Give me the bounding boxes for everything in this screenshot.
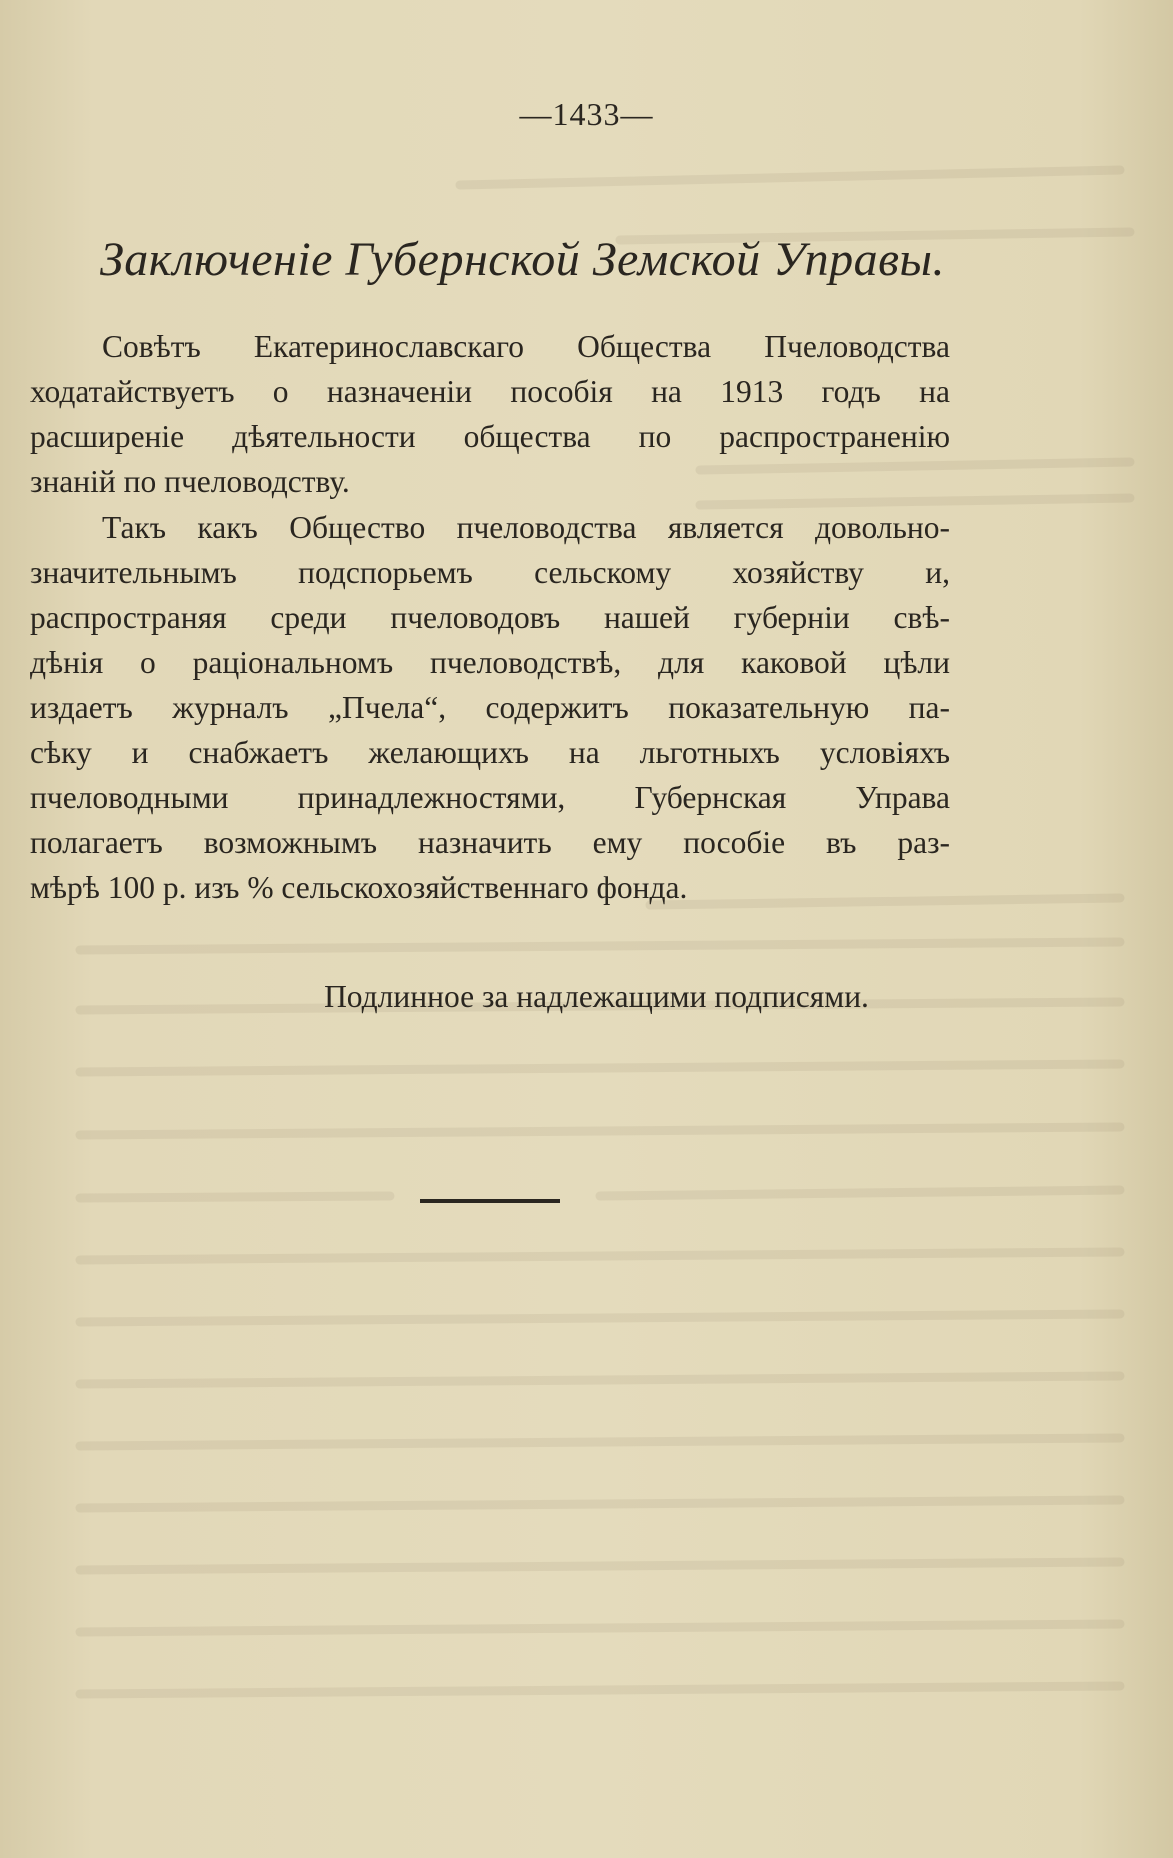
paragraph-line: мѣрѣ 100 р. изъ % сельскохозяйственнаго фонда.	[30, 870, 688, 905]
signature-note: Подлинное за надлежащими подписями.	[324, 979, 869, 1014]
paragraph-2	[30, 505, 950, 910]
paragraph-line: Такъ какъ Общество пчеловодства является довольно-	[102, 510, 950, 545]
paragraph-line: значительнымъ подспорьемъ сельскому хозяйству и,	[30, 555, 950, 590]
paragraph-line: сѣку и снабжаетъ желающихъ на льготныхъ условіяхъ	[30, 735, 950, 770]
paragraph-line: полагаетъ возможнымъ назначить ему пособіе въ раз-	[30, 825, 950, 860]
paragraph-line: ходатайствуетъ о назначеніи пособія на 1913 годъ на	[30, 374, 950, 409]
paragraph-line: расширеніе дѣятельности общества по распространенію	[30, 419, 950, 454]
section-heading: Заключеніе Губернской Земской Управы.	[100, 233, 945, 286]
paragraph-line: знаній по пчеловодству.	[30, 464, 350, 499]
paragraph-line: пчеловодными принадлежностями, Губернская Управа	[30, 780, 950, 815]
closing-rule	[420, 1199, 560, 1203]
paragraph-line: издаетъ журналъ „Пчела“, содержитъ показательную па-	[30, 690, 950, 725]
paragraph-line: распространяя среди пчеловодовъ нашей губерніи свѣ-	[30, 600, 950, 635]
paragraph-line: Совѣтъ Екатеринославскаго Общества Пчеловодства	[102, 329, 950, 364]
paragraph-line: дѣнія о раціональномъ пчеловодствѣ, для каковой цѣли	[30, 645, 950, 680]
page-number: —1433—	[519, 96, 654, 132]
paragraph-1	[30, 324, 950, 504]
